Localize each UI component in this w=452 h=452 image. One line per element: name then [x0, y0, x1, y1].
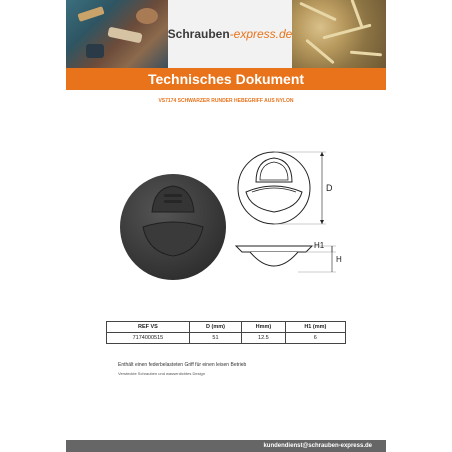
header-ref: REF VS: [107, 322, 190, 333]
document-page: [66, 0, 386, 452]
header-d: D (mm): [189, 322, 241, 333]
cell-ref: 7174000515: [107, 333, 190, 344]
brand-logo: Schrauben-express.de: [167, 27, 293, 41]
d-label: D: [326, 183, 333, 193]
document-title: Technisches Dokument: [147, 71, 305, 87]
support-email[interactable]: kundendienst@schrauben-express.de: [263, 443, 372, 449]
header-banner: [66, 0, 386, 68]
product-name: VS7174 SCHWARZER RUNDER HEBEGRIFF AUS NYLON: [158, 98, 294, 104]
screws-photo: [292, 0, 386, 68]
header-h: Hmm): [242, 322, 286, 333]
header-h1: H1 (mm): [285, 322, 345, 333]
table-header-row: [107, 322, 346, 333]
tools-photo: [66, 0, 168, 68]
feature-note: Enthält einen federbelasteten Griff für einen leisen Betrieb: [118, 362, 247, 368]
title-bar: [66, 68, 386, 90]
footer-bar: [66, 440, 386, 452]
cell-d: 51: [189, 333, 241, 344]
spec-table: [106, 321, 346, 344]
table-row: [107, 333, 346, 344]
logo-box: [168, 0, 292, 68]
feature-note-secondary: Versteckte Schrauben und wasserdichtes Design: [118, 371, 205, 376]
technical-drawing: [226, 142, 346, 282]
handle-photo: [118, 172, 228, 282]
cell-h: 12.5: [242, 333, 286, 344]
h1-label: H1: [314, 241, 325, 250]
cell-h1: 6: [285, 333, 345, 344]
h-label: H: [336, 255, 342, 264]
